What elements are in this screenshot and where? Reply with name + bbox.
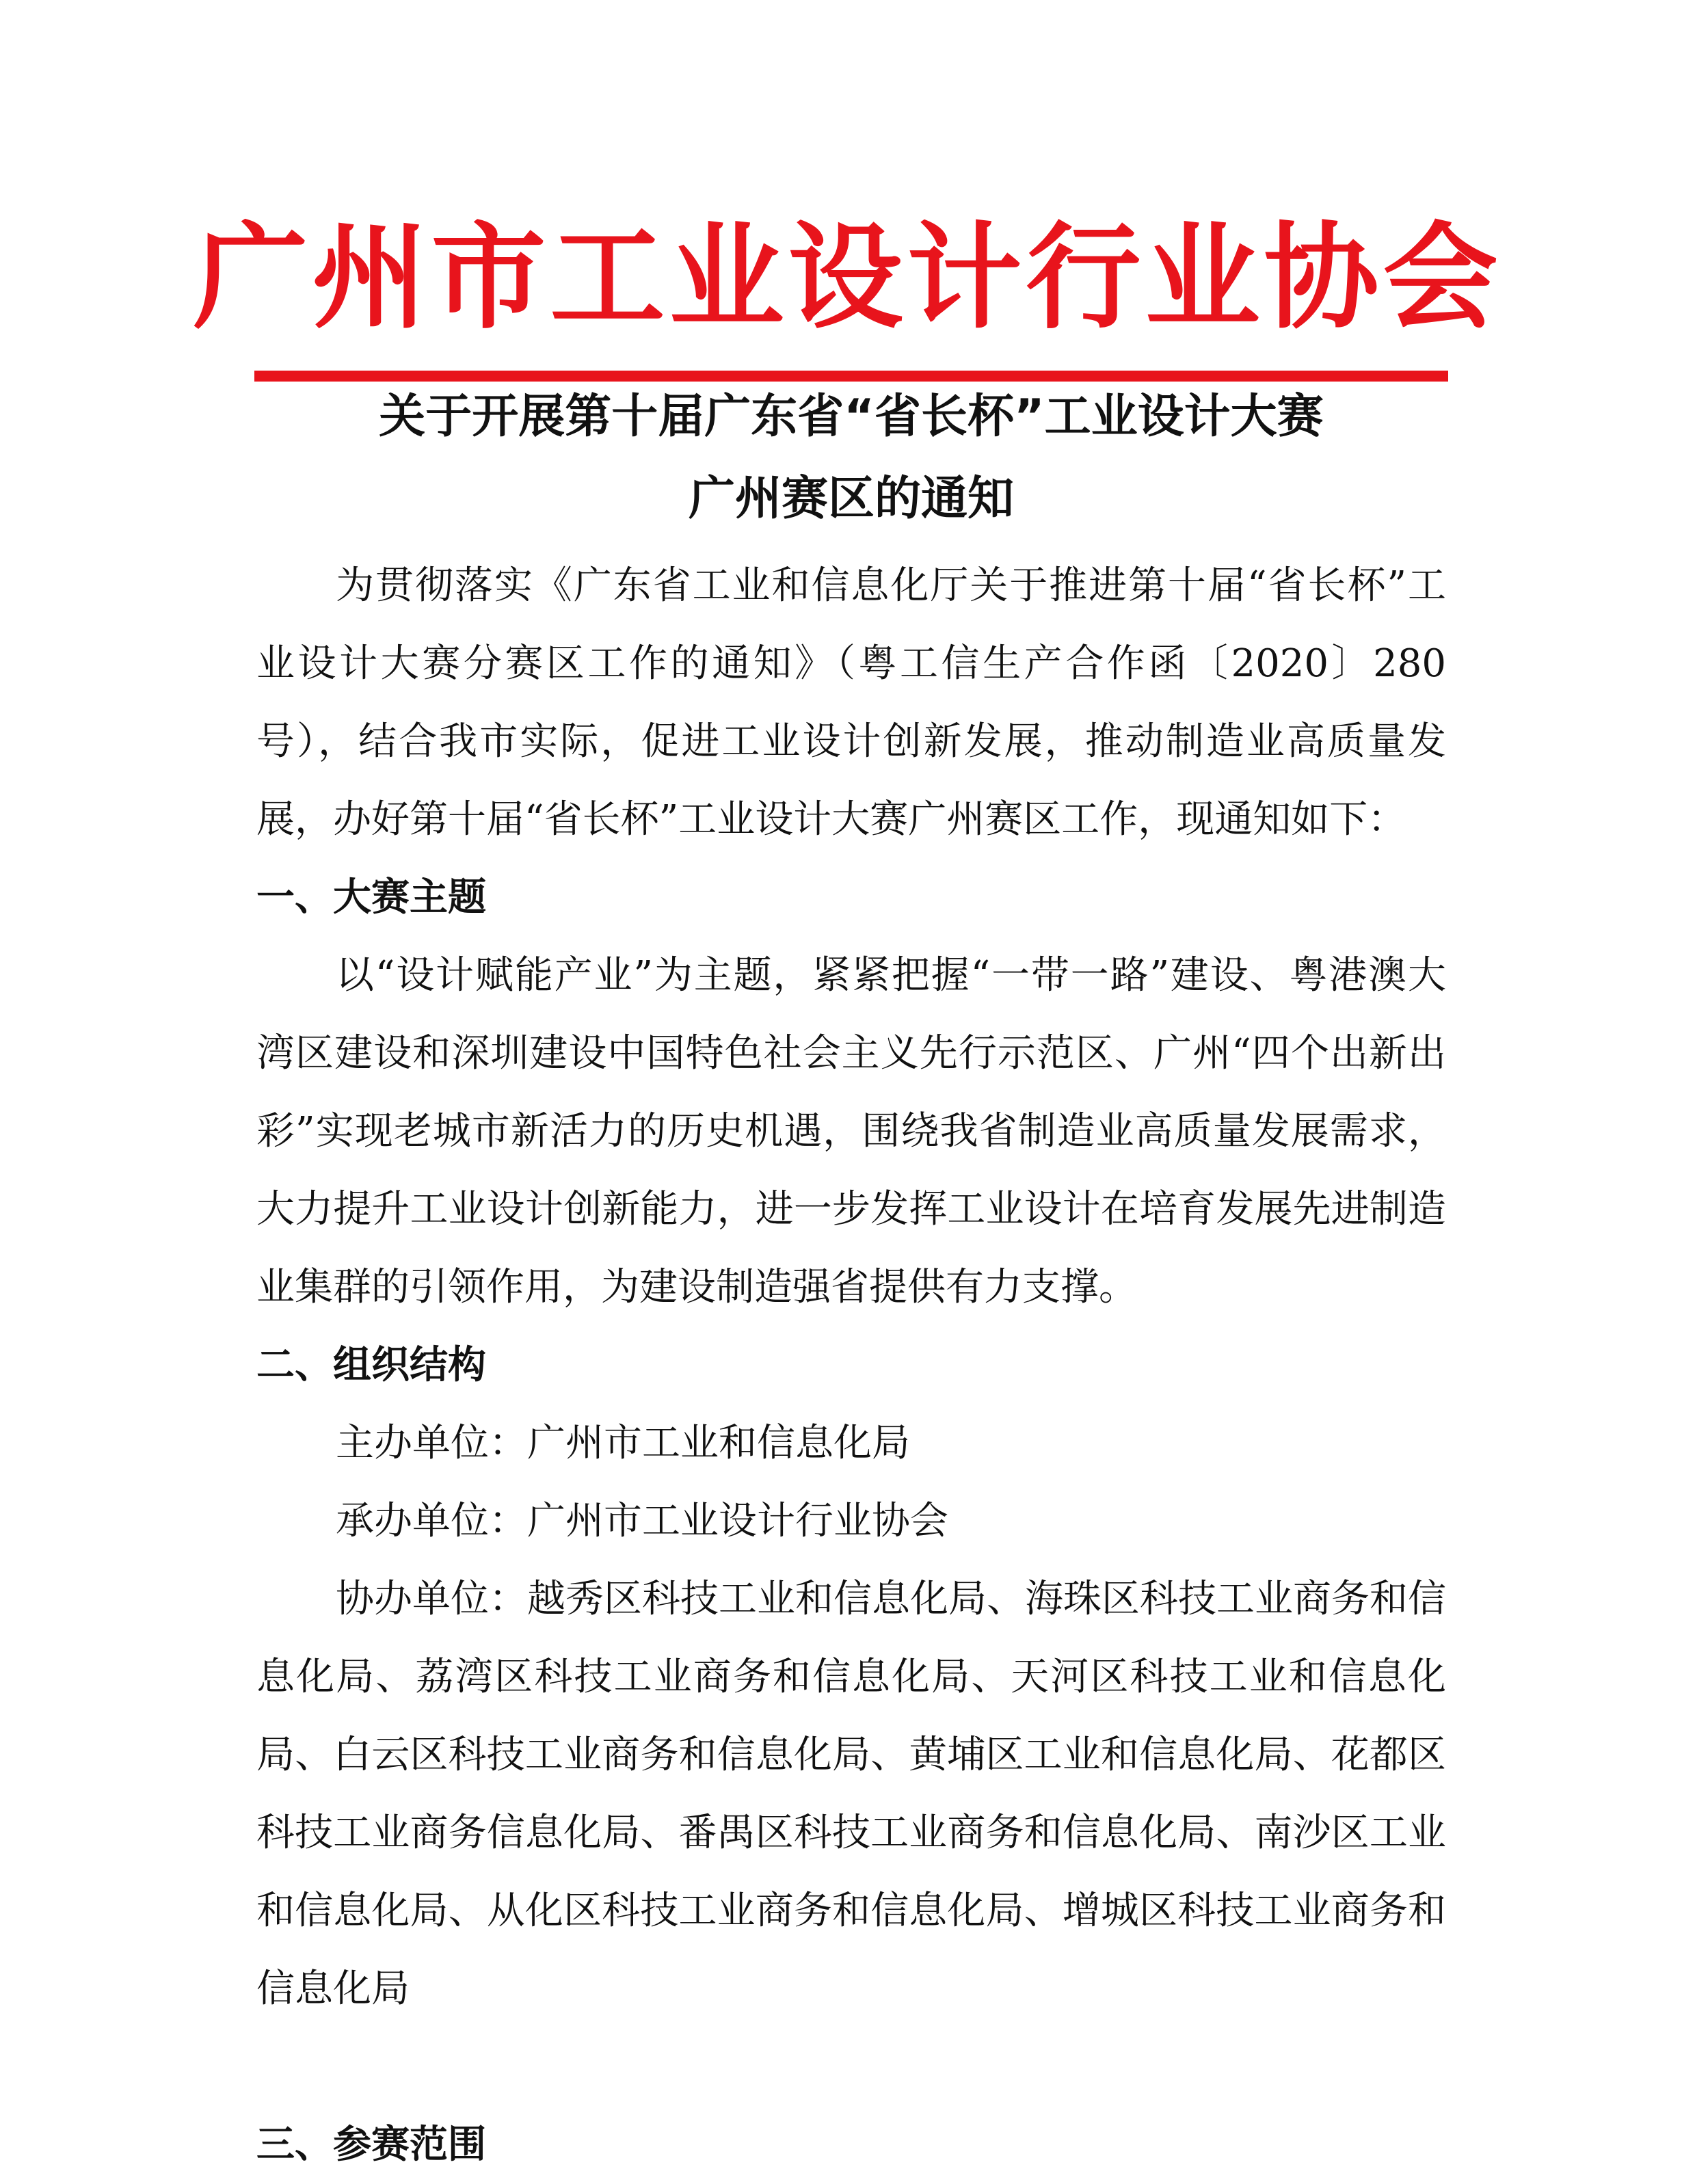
paragraph-gap — [256, 2028, 1446, 2106]
organizer-line: 承办单位：广州市工业设计行业协会 — [336, 1499, 948, 1543]
notice-title-line-1: 关于开展第十届广东省“省长杯”工业设计大赛 — [379, 390, 1324, 444]
theme-paragraph: 以“设计赋能产业”为主题，紧紧把握“一带一路”建设、粤港澳大湾区建设和深圳建设中国特色社会主义先行示范区、广州“四个出新出彩”实现老城市新活力的历史机遇，围绕我省制造业高质量发展需求，大力提升工业设计创新能力，进一步发挥工业设计在培育发展先进制造业集群的引领作用，为建设制造强省提供有力支撑。 — [256, 953, 1446, 1309]
host-line: 主办单位：广州市工业和信息化局 — [336, 1421, 910, 1465]
section-heading-theme: 一、大赛主题 — [256, 875, 486, 920]
section-heading-organization: 二、组织结构 — [256, 1343, 486, 1387]
letterhead-divider — [254, 371, 1448, 382]
intro-paragraph: 为贯彻落实《广东省工业和信息化厅关于推进第十届“省长杯”工业设计大赛分赛区工作的通知》（粤工信生产合作函〔2020〕280号），结合我市实际，促进工业设计创新发展，推动制造业高质量发展，办好第十届“省长杯”工业设计大赛广州赛区工作，现通知如下： — [256, 563, 1446, 842]
co-organizers-paragraph: 协办单位：越秀区科技工业和信息化局、海珠区科技工业商务和信息化局、荔湾区科技工业商务和信息化局、天河区科技工业和信息化局、白云区科技工业商务和信息化局、黄埔区工业和信息化局、花都区科技工业商务信息化局、番禺区科技工业商务和信息化局、南沙区工业和信息化局、从化区科技工业商务和信息化局、增城区科技工业商务和信息化局 — [256, 1577, 1446, 2011]
section-heading-scope: 三、参赛范围 — [256, 2122, 486, 2167]
notice-body — [256, 547, 1446, 2184]
org-letterhead-title: 广州市工业设计行业协会 — [193, 209, 1502, 345]
notice-title-line-2: 广州赛区的通知 — [688, 472, 1014, 526]
